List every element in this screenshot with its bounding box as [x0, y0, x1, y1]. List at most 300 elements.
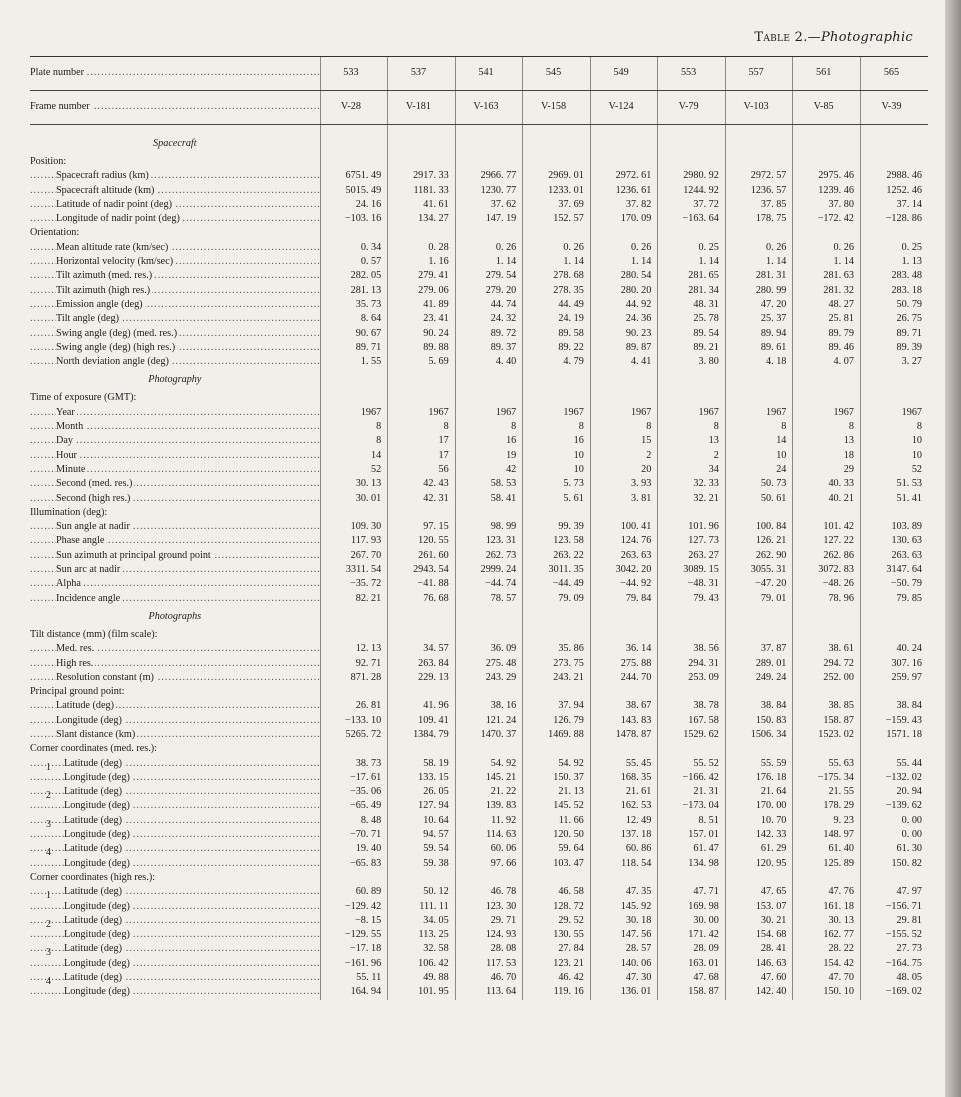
value-cell: 133. 15: [388, 771, 456, 785]
row-label: Month: [56, 421, 84, 433]
value-cell: 29: [793, 463, 861, 477]
value-cell: 46. 70: [455, 971, 523, 985]
value-cell: 28. 22: [793, 942, 861, 956]
value-cell: 279. 54: [455, 269, 523, 283]
value-cell: 25. 81: [793, 312, 861, 326]
row-label: Longitude (deg): [64, 800, 130, 812]
value-cell: 37. 94: [523, 699, 591, 713]
value-cell: 252. 00: [793, 671, 861, 685]
value-cell: 1181. 33: [388, 184, 456, 198]
value-cell: 275. 88: [590, 657, 658, 671]
row-label: Day: [56, 435, 73, 447]
value-cell: 147. 19: [455, 212, 523, 226]
value-cell: 3072. 83: [793, 563, 861, 577]
value-cell: 10: [523, 463, 591, 477]
value-cell: 23. 41: [388, 312, 456, 326]
data-row: [30, 885, 928, 899]
group-heading: Corner coordinates (med. res.):: [30, 743, 158, 755]
group-heading-row: [30, 226, 928, 240]
data-row: [30, 577, 928, 591]
value-cell: 21. 61: [590, 785, 658, 799]
value-cell: 273. 75: [523, 657, 591, 671]
value-cell: 46. 58: [523, 885, 591, 899]
value-cell: 30. 21: [725, 914, 793, 928]
value-cell: 30. 01: [320, 492, 388, 506]
row-label: Longitude (deg): [64, 857, 130, 869]
value-cell: −47. 20: [725, 577, 793, 591]
group-heading-row: [30, 628, 928, 642]
value-cell: 0. 57: [320, 255, 388, 269]
value-cell: 152. 57: [523, 212, 591, 226]
corner-number: 3: [46, 818, 51, 829]
group-heading-row: [30, 155, 928, 169]
value-cell: 52: [860, 463, 928, 477]
value-cell: 1470. 37: [455, 728, 523, 742]
value-cell: 61. 40: [793, 842, 861, 856]
value-cell: 44. 74: [455, 298, 523, 312]
value-cell: 871. 28: [320, 671, 388, 685]
value-cell: 8: [455, 420, 523, 434]
value-cell: 1967: [590, 406, 658, 420]
row-label: Swing angle (deg) (med. res.): [56, 327, 178, 339]
value-cell: 120. 50: [523, 828, 591, 842]
caption-prefix: Table: [754, 30, 791, 45]
row-label: Longitude (deg): [64, 929, 130, 941]
value-cell: 1. 55: [320, 355, 388, 369]
table-body: [30, 57, 928, 1000]
value-cell: 142. 40: [725, 985, 793, 999]
value-cell: 16: [523, 434, 591, 448]
data-row: [30, 914, 928, 928]
value-cell: −159. 43: [860, 714, 928, 728]
value-cell: 134. 98: [658, 857, 726, 871]
value-cell: −161. 96: [320, 957, 388, 971]
frame-number-cell: V-79: [658, 91, 726, 125]
frame-number-cell: V-181: [388, 91, 456, 125]
value-cell: 37. 69: [523, 198, 591, 212]
row-label: Tilt azimuth (high res.): [56, 284, 151, 296]
value-cell: 76. 68: [388, 592, 456, 606]
section-heading: Photographs: [148, 610, 202, 622]
plate-number-cell: 533: [320, 57, 388, 91]
value-cell: −133. 10: [320, 714, 388, 728]
value-cell: 21. 64: [725, 785, 793, 799]
value-cell: 145. 21: [455, 771, 523, 785]
value-cell: 229. 13: [388, 671, 456, 685]
plate-number-cell: 565: [860, 57, 928, 91]
plate-number-cell: 549: [590, 57, 658, 91]
value-cell: 0. 25: [860, 241, 928, 255]
value-cell: 123. 30: [455, 900, 523, 914]
value-cell: 89. 71: [320, 341, 388, 355]
group-heading: Illumination (deg):: [30, 506, 108, 518]
value-cell: 49. 88: [388, 971, 456, 985]
value-cell: 35. 86: [523, 642, 591, 656]
value-cell: 259. 97: [860, 671, 928, 685]
value-cell: 34. 05: [388, 914, 456, 928]
value-cell: 158. 87: [658, 985, 726, 999]
value-cell: 281. 63: [793, 269, 861, 283]
group-heading: Corner coordinates (high res.):: [30, 871, 156, 883]
value-cell: 114. 63: [455, 828, 523, 842]
value-cell: 41. 89: [388, 298, 456, 312]
value-cell: 48. 31: [658, 298, 726, 312]
value-cell: 35. 73: [320, 298, 388, 312]
data-row: [30, 355, 928, 369]
value-cell: −17. 18: [320, 942, 388, 956]
value-cell: 263. 27: [658, 549, 726, 563]
value-cell: 37. 87: [725, 642, 793, 656]
value-cell: 47. 20: [725, 298, 793, 312]
value-cell: 29. 71: [455, 914, 523, 928]
value-cell: 111. 11: [388, 900, 456, 914]
value-cell: −132. 02: [860, 771, 928, 785]
value-cell: 55. 52: [658, 757, 726, 771]
value-cell: 89. 71: [860, 327, 928, 341]
value-cell: 3147. 64: [860, 563, 928, 577]
value-cell: 1. 14: [455, 255, 523, 269]
value-cell: 157. 01: [658, 828, 726, 842]
value-cell: 262. 73: [455, 549, 523, 563]
value-cell: 4. 18: [725, 355, 793, 369]
row-label: Emission angle (deg): [56, 298, 143, 310]
value-cell: 2: [658, 449, 726, 463]
value-cell: 162. 77: [793, 928, 861, 942]
value-cell: 281. 65: [658, 269, 726, 283]
data-row: [30, 198, 928, 212]
value-cell: 98. 99: [455, 520, 523, 534]
value-cell: 3311. 54: [320, 563, 388, 577]
value-cell: 3. 81: [590, 492, 658, 506]
value-cell: 178. 29: [793, 799, 861, 813]
group-heading-row: [30, 391, 928, 405]
value-cell: 16: [455, 434, 523, 448]
row-label: Resolution constant (m): [56, 671, 154, 683]
value-cell: 55. 63: [793, 757, 861, 771]
value-cell: 47. 65: [725, 885, 793, 899]
value-cell: −129. 55: [320, 928, 388, 942]
value-cell: 32. 58: [388, 942, 456, 956]
value-cell: 26. 05: [388, 785, 456, 799]
value-cell: 28. 57: [590, 942, 658, 956]
value-cell: −35. 72: [320, 577, 388, 591]
value-cell: 89. 37: [455, 341, 523, 355]
value-cell: 1244. 92: [658, 184, 726, 198]
value-cell: 170. 09: [590, 212, 658, 226]
value-cell: 97. 66: [455, 857, 523, 871]
value-cell: 40. 24: [860, 642, 928, 656]
data-row: [30, 449, 928, 463]
value-cell: 1478. 87: [590, 728, 658, 742]
value-cell: 12. 13: [320, 642, 388, 656]
data-row: [30, 757, 928, 771]
value-cell: 51. 53: [860, 477, 928, 491]
value-cell: 24: [725, 463, 793, 477]
value-cell: 1. 14: [725, 255, 793, 269]
value-cell: 125. 89: [793, 857, 861, 871]
row-label: Tilt angle (deg): [56, 313, 120, 325]
value-cell: 161. 18: [793, 900, 861, 914]
value-cell: 123. 21: [523, 957, 591, 971]
group-heading-row: [30, 506, 928, 520]
value-cell: 100. 84: [725, 520, 793, 534]
value-cell: 153. 07: [725, 900, 793, 914]
value-cell: 280. 20: [590, 284, 658, 298]
data-row: [30, 642, 928, 656]
value-cell: 162. 53: [590, 799, 658, 813]
row-label: Mean altitude rate (km/sec): [56, 241, 169, 253]
value-cell: 54. 92: [523, 757, 591, 771]
value-cell: 50. 79: [860, 298, 928, 312]
value-cell: 61. 30: [860, 842, 928, 856]
data-row: [30, 714, 928, 728]
value-cell: 145. 52: [523, 799, 591, 813]
value-cell: 146. 63: [725, 957, 793, 971]
value-cell: 10: [860, 434, 928, 448]
value-cell: 11. 66: [523, 814, 591, 828]
value-cell: 47. 76: [793, 885, 861, 899]
value-cell: −8. 15: [320, 914, 388, 928]
value-cell: 134. 27: [388, 212, 456, 226]
value-cell: 36. 14: [590, 642, 658, 656]
data-row: [30, 169, 928, 183]
value-cell: 27. 84: [523, 942, 591, 956]
value-cell: 1236. 61: [590, 184, 658, 198]
value-cell: 61. 47: [658, 842, 726, 856]
data-row: [30, 771, 928, 785]
row-label: North deviation angle (deg): [56, 356, 169, 368]
value-cell: 145. 92: [590, 900, 658, 914]
data-row: [30, 463, 928, 477]
value-cell: 8: [658, 420, 726, 434]
value-cell: 20. 94: [860, 785, 928, 799]
value-cell: −70. 71: [320, 828, 388, 842]
row-label: Alpha: [56, 578, 81, 590]
value-cell: −155. 52: [860, 928, 928, 942]
row-label: Minute: [56, 463, 86, 475]
value-cell: 263. 22: [523, 549, 591, 563]
value-cell: 48. 27: [793, 298, 861, 312]
value-cell: 40. 21: [793, 492, 861, 506]
row-label: Longitude of nadir point (deg): [56, 213, 180, 225]
value-cell: 126. 21: [725, 534, 793, 548]
value-cell: −172. 42: [793, 212, 861, 226]
value-cell: 8. 51: [658, 814, 726, 828]
value-cell: 1. 14: [523, 255, 591, 269]
value-cell: 4. 40: [455, 355, 523, 369]
value-cell: 150. 37: [523, 771, 591, 785]
value-cell: −65. 49: [320, 799, 388, 813]
value-cell: 3011. 35: [523, 563, 591, 577]
value-cell: 10. 70: [725, 814, 793, 828]
value-cell: 1. 14: [590, 255, 658, 269]
corner-number: 4: [46, 976, 51, 986]
value-cell: 253. 09: [658, 671, 726, 685]
caption-title: Photographic: [820, 30, 913, 45]
value-cell: 289. 01: [725, 657, 793, 671]
value-cell: −50. 79: [860, 577, 928, 591]
value-cell: 3. 93: [590, 477, 658, 491]
value-cell: −44. 49: [523, 577, 591, 591]
value-cell: 8. 48: [320, 814, 388, 828]
value-cell: −41. 88: [388, 577, 456, 591]
value-cell: 47. 97: [860, 885, 928, 899]
data-row: [30, 241, 928, 255]
value-cell: 21. 22: [455, 785, 523, 799]
value-cell: 34: [658, 463, 726, 477]
row-label: Horizontal velocity (km/sec): [56, 256, 174, 268]
value-cell: 55. 11: [320, 971, 388, 985]
value-cell: 89. 61: [725, 341, 793, 355]
value-cell: 14: [725, 434, 793, 448]
corner-number: 1: [46, 890, 51, 900]
row-label: Second (high res.): [56, 492, 131, 504]
data-row: [30, 900, 928, 914]
value-cell: 0. 34: [320, 241, 388, 255]
value-cell: −139. 62: [860, 799, 928, 813]
plate-number-row: [30, 57, 928, 91]
data-row: [30, 657, 928, 671]
value-cell: −44. 74: [455, 577, 523, 591]
value-cell: 50. 12: [388, 885, 456, 899]
value-cell: 10: [860, 449, 928, 463]
value-cell: 37. 72: [658, 198, 726, 212]
value-cell: 79. 09: [523, 592, 591, 606]
value-cell: −35. 06: [320, 785, 388, 799]
section-heading: Photography: [148, 374, 202, 386]
value-cell: 101. 96: [658, 520, 726, 534]
value-cell: 121. 24: [455, 714, 523, 728]
data-row: [30, 671, 928, 685]
frame-number-cell: V-28: [320, 91, 388, 125]
value-cell: 37. 80: [793, 198, 861, 212]
data-row: [30, 434, 928, 448]
value-cell: 60. 06: [455, 842, 523, 856]
value-cell: 113. 64: [455, 985, 523, 999]
value-cell: −166. 42: [658, 771, 726, 785]
value-cell: 42: [455, 463, 523, 477]
value-cell: 94. 57: [388, 828, 456, 842]
frame-number-cell: V-103: [725, 91, 793, 125]
value-cell: 47. 68: [658, 971, 726, 985]
data-row: [30, 492, 928, 506]
value-cell: 25. 37: [725, 312, 793, 326]
value-cell: 262. 90: [725, 549, 793, 563]
value-cell: −65. 83: [320, 857, 388, 871]
value-cell: 13: [793, 434, 861, 448]
value-cell: 124. 93: [455, 928, 523, 942]
value-cell: 279. 06: [388, 284, 456, 298]
row-label: Hour: [56, 449, 77, 461]
data-row: [30, 477, 928, 491]
value-cell: 24. 32: [455, 312, 523, 326]
value-cell: 38. 78: [658, 699, 726, 713]
data-row: [30, 563, 928, 577]
value-cell: 8: [388, 420, 456, 434]
value-cell: 1967: [455, 406, 523, 420]
value-cell: 30. 13: [793, 914, 861, 928]
value-cell: 0. 26: [455, 241, 523, 255]
value-cell: 0. 28: [388, 241, 456, 255]
value-cell: 109. 41: [388, 714, 456, 728]
value-cell: 29. 81: [860, 914, 928, 928]
value-cell: 60. 89: [320, 885, 388, 899]
value-cell: 3089. 15: [658, 563, 726, 577]
value-cell: 42. 31: [388, 492, 456, 506]
value-cell: 8: [590, 420, 658, 434]
row-label: Med. res.: [56, 643, 95, 655]
row-label: Longitude (deg): [56, 714, 122, 726]
row-label: Incidence angle: [56, 592, 121, 604]
photographic-data-table: [30, 56, 928, 1000]
data-row: [30, 406, 928, 420]
group-heading: Principal ground point:: [30, 686, 125, 698]
value-cell: 61. 29: [725, 842, 793, 856]
value-cell: 47. 70: [793, 971, 861, 985]
value-cell: −103. 16: [320, 212, 388, 226]
value-cell: 78. 57: [455, 592, 523, 606]
value-cell: 1233. 01: [523, 184, 591, 198]
data-row: [30, 520, 928, 534]
value-cell: 3055. 31: [725, 563, 793, 577]
data-row: [30, 327, 928, 341]
frame-number-cell: V-85: [793, 91, 861, 125]
value-cell: 17: [388, 434, 456, 448]
value-cell: 14: [320, 449, 388, 463]
group-heading: Orientation:: [30, 227, 80, 239]
value-cell: 1967: [388, 406, 456, 420]
value-cell: 0. 25: [658, 241, 726, 255]
value-cell: 59. 64: [523, 842, 591, 856]
value-cell: 0. 26: [725, 241, 793, 255]
page-edge: [945, 0, 961, 1097]
value-cell: 56: [388, 463, 456, 477]
value-cell: 55. 44: [860, 757, 928, 771]
value-cell: 79. 85: [860, 592, 928, 606]
value-cell: 294. 72: [793, 657, 861, 671]
value-cell: 5015. 49: [320, 184, 388, 198]
value-cell: 1967: [658, 406, 726, 420]
value-cell: 37. 62: [455, 198, 523, 212]
data-row: [30, 928, 928, 942]
value-cell: 44. 49: [523, 298, 591, 312]
value-cell: 90. 23: [590, 327, 658, 341]
value-cell: −48. 31: [658, 577, 726, 591]
value-cell: 118. 54: [590, 857, 658, 871]
row-label: Longitude (deg): [64, 771, 130, 783]
plate-number-cell: 537: [388, 57, 456, 91]
value-cell: 0. 26: [793, 241, 861, 255]
data-row: [30, 957, 928, 971]
row-label: Tilt azimuth (med. res.): [56, 270, 153, 282]
group-heading-row: [30, 742, 928, 756]
value-cell: 21. 55: [793, 785, 861, 799]
row-label: Spacecraft altitude (km): [56, 184, 155, 196]
value-cell: 281. 13: [320, 284, 388, 298]
value-cell: 89. 58: [523, 327, 591, 341]
value-cell: 10. 64: [388, 814, 456, 828]
section-heading-row: [30, 133, 928, 155]
value-cell: 6751. 49: [320, 169, 388, 183]
value-cell: 150. 83: [725, 714, 793, 728]
data-row: [30, 785, 928, 799]
value-cell: 28. 41: [725, 942, 793, 956]
plate-number-cell: 545: [523, 57, 591, 91]
row-label: Swing angle (deg) (high res.): [56, 341, 176, 353]
value-cell: 158. 87: [793, 714, 861, 728]
value-cell: 3. 80: [658, 355, 726, 369]
value-cell: 55. 45: [590, 757, 658, 771]
